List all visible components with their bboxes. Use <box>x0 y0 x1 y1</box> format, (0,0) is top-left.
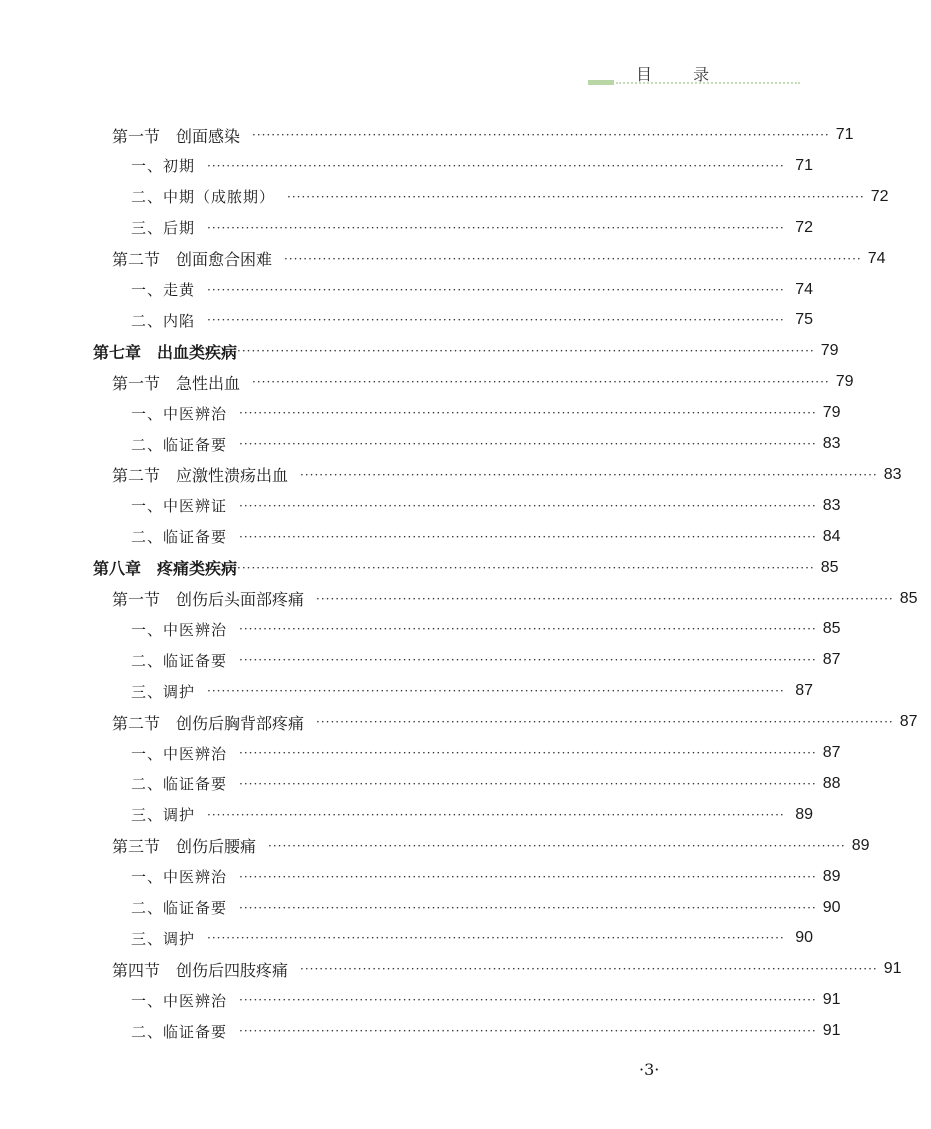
toc-entry-title: 一、中医辨治 <box>131 404 228 423</box>
toc-entry-page: 74 <box>795 280 813 298</box>
toc-entry-page: 87 <box>822 651 841 669</box>
toc-entry-page: 79 <box>835 373 854 391</box>
dot-leader: ························································································································ <box>207 282 785 297</box>
toc-entry-item[interactable] <box>0 151 931 181</box>
toc-entry-title: 一、初期 <box>131 157 196 176</box>
toc-entry-section[interactable] <box>0 707 918 737</box>
toc-entry-title: 二、临证备要 <box>131 775 228 794</box>
toc-entry-page: 89 <box>822 867 841 885</box>
toc-entry-item[interactable] <box>0 769 931 799</box>
dot-leader: ························································································································ <box>239 529 817 544</box>
toc-entry-title: 第二节 创伤后胸背部疼痛 <box>112 713 305 733</box>
toc-entry-page: 83 <box>822 435 841 452</box>
toc-entry-page: 85 <box>822 620 841 638</box>
toc-entry-item[interactable] <box>0 985 931 1015</box>
toc-entry-title: 二、中期（成脓期） <box>131 188 276 207</box>
dot-leader: ························································································································ <box>237 560 815 575</box>
toc-entry-page: 71 <box>795 156 813 174</box>
dot-leader: ························································································································ <box>252 128 830 142</box>
toc-entry-item[interactable] <box>0 923 931 953</box>
header-dotted-rule <box>616 82 800 84</box>
dot-leader: ························································································································ <box>268 838 846 853</box>
toc-entry-page: 71 <box>835 126 854 143</box>
dot-leader: ························································································································ <box>300 467 878 482</box>
dot-leader: ························································································································ <box>300 962 878 977</box>
dot-leader: ························································································································ <box>287 189 865 204</box>
toc-entry-item[interactable] <box>0 862 931 892</box>
toc-entry-title: 第八章 疼痛类疾病 <box>93 559 238 579</box>
header-accent-bar <box>588 80 614 85</box>
dot-leader: ························································································································ <box>316 715 894 730</box>
toc-entry-title: 第一节 创面感染 <box>112 126 241 146</box>
toc-entry-title: 第三节 创伤后腰痛 <box>112 837 257 857</box>
toc-entry-title: 第一节 急性出血 <box>112 373 241 393</box>
dot-leader: ························································································································ <box>239 437 817 451</box>
toc-entry-item[interactable] <box>0 893 931 923</box>
dot-leader: ························································································································ <box>284 251 862 266</box>
toc-entry-page: 91 <box>883 960 902 978</box>
toc-entry-section[interactable] <box>0 831 912 861</box>
toc-entry-item[interactable] <box>0 738 931 768</box>
toc-entry-item[interactable] <box>0 491 931 521</box>
toc-entry-page: 91 <box>822 991 841 1009</box>
toc-entry-chapter[interactable] <box>0 553 893 583</box>
dot-leader: ························································································································ <box>207 220 785 235</box>
toc-entry-section[interactable] <box>0 367 912 397</box>
toc-entry-page: 90 <box>795 929 813 947</box>
toc-entry-title: 第七章 出血类疾病 <box>93 342 238 362</box>
toc-entry-page: 74 <box>867 249 886 267</box>
dot-leader: ························································································································ <box>239 1024 817 1039</box>
dot-leader: ························································································································ <box>239 900 817 915</box>
dot-leader: ························································································································ <box>239 869 817 884</box>
toc-entry-title: 第二节 应激性溃疡出血 <box>112 466 289 486</box>
toc-entry-title: 第四节 创伤后四肢疼痛 <box>112 960 289 980</box>
toc-entry-title: 三、后期 <box>131 219 196 238</box>
toc-entry-section[interactable] <box>0 954 912 984</box>
toc-entry-title: 第一节 创伤后头面部疼痛 <box>112 590 305 609</box>
toc-entry-section[interactable] <box>0 120 912 150</box>
toc-entry-item[interactable] <box>0 676 931 706</box>
toc-entry-page: 85 <box>820 558 839 576</box>
toc-entry-page: 90 <box>822 898 841 916</box>
toc-entry-title: 一、中医辨治 <box>131 868 228 887</box>
dot-leader: ························································································································ <box>207 684 785 699</box>
toc-entry-title: 二、临证备要 <box>131 435 228 454</box>
dot-leader: ························································································································ <box>239 622 817 637</box>
toc-entry-item[interactable] <box>0 1016 931 1046</box>
toc-entry-item[interactable] <box>0 275 931 305</box>
dot-leader: ························································································································ <box>207 313 785 328</box>
dot-leader: ························································································································ <box>239 406 817 421</box>
dot-leader: ························································································································ <box>239 746 817 760</box>
toc-entry-item[interactable] <box>0 645 931 675</box>
dot-leader: ························································································································ <box>316 591 894 606</box>
dot-leader: ························································································································ <box>252 375 830 390</box>
toc-entry-item[interactable] <box>0 614 931 644</box>
toc-entry-page: 89 <box>851 836 870 854</box>
toc-entry-title: 二、临证备要 <box>131 651 228 670</box>
toc-entry-title: 二、临证备要 <box>131 1022 228 1041</box>
dot-leader: ························································································································ <box>207 807 785 822</box>
toc-entry-page: 83 <box>883 465 902 483</box>
toc-entry-title: 一、中医辨证 <box>131 497 228 516</box>
dot-leader: ························································································································ <box>239 776 817 791</box>
page-number: ·3· <box>639 1060 660 1079</box>
toc-entry-page: 87 <box>795 682 813 700</box>
toc-entry-title: 一、中医辨治 <box>131 620 228 639</box>
toc-entry-section[interactable] <box>0 244 912 274</box>
toc-entry-page: 91 <box>822 1022 841 1040</box>
toc-entry-page: 85 <box>899 589 918 607</box>
toc-entry-title: 二、临证备要 <box>131 528 228 547</box>
toc-entry-item[interactable] <box>0 305 931 335</box>
toc-entry-title: 三、调护 <box>131 682 196 701</box>
toc-entry-page: 72 <box>795 218 813 236</box>
toc-entry-page: 83 <box>822 496 841 514</box>
toc-entry-title: 二、内陷 <box>131 311 196 330</box>
toc-entry-page: 88 <box>822 774 841 792</box>
toc-entry-title: 一、中医辨治 <box>131 744 228 763</box>
toc-entry-page: 89 <box>795 805 813 823</box>
toc-entry-chapter[interactable] <box>0 336 893 366</box>
toc-entry-page: 79 <box>822 404 841 422</box>
toc-entry-item[interactable] <box>0 182 931 212</box>
dot-leader: ························································································································ <box>239 653 817 668</box>
toc-entry-section[interactable] <box>0 584 918 614</box>
dot-leader: ························································································································ <box>237 344 815 359</box>
toc-entry-title: 一、走黄 <box>131 281 196 299</box>
toc-entry-page: 72 <box>870 187 889 205</box>
toc-entry-title: 三、调护 <box>131 929 196 948</box>
toc-entry-item[interactable] <box>0 398 931 428</box>
toc-entry-item[interactable] <box>0 429 931 459</box>
toc-entry-title: 一、中医辨治 <box>131 991 228 1010</box>
toc-entry-item[interactable] <box>0 213 931 243</box>
toc-entry-page: 87 <box>899 713 918 731</box>
dot-leader: ························································································································ <box>239 498 817 513</box>
toc-entry-section[interactable] <box>0 460 912 490</box>
dot-leader: ························································································································ <box>207 931 785 946</box>
toc-entry-page: 87 <box>822 744 841 761</box>
toc-entry-title: 二、临证备要 <box>131 899 228 917</box>
toc-entry-item[interactable] <box>0 800 931 830</box>
toc-entry-title: 三、调护 <box>131 806 196 825</box>
toc-entry-page: 79 <box>820 342 839 360</box>
toc-entry-page: 75 <box>795 311 813 329</box>
toc-entry-page: 84 <box>822 527 841 545</box>
dot-leader: ························································································································ <box>207 158 785 173</box>
toc-entry-title: 第二节 创面愈合困难 <box>112 250 273 270</box>
toc-entry-item[interactable] <box>0 522 931 552</box>
dot-leader: ························································································································ <box>239 993 817 1008</box>
header-title: 目 录 <box>636 65 728 84</box>
